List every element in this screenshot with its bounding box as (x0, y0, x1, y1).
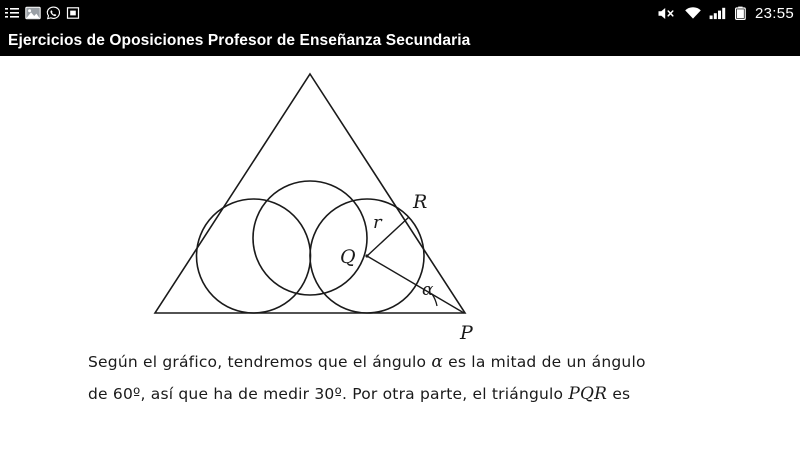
body-paragraph (88, 346, 728, 410)
label-Q: Q (340, 246, 356, 268)
body-line-2 (88, 378, 728, 410)
content-area[interactable] (0, 56, 800, 450)
volume-mute-icon (657, 6, 677, 21)
wifi-icon (684, 6, 702, 21)
image-icon (25, 6, 41, 20)
page-title: Ejercicios de Oposiciones Profesor de Enseñanza Secundaria (8, 32, 471, 49)
body-line1-math: α (431, 352, 444, 372)
body-line1-pre: Según el gráfico, tendremos que el ángulo (88, 353, 427, 371)
status-bar-clock: 23:55 (754, 4, 794, 22)
whatsapp-icon (46, 6, 61, 20)
body-line2-post: es (612, 385, 631, 403)
geometry-figure (0, 56, 800, 356)
point-q-dot (365, 254, 368, 257)
app-title-bar (0, 26, 800, 56)
sdcard-icon (66, 6, 80, 20)
label-alpha: α (422, 280, 434, 300)
label-r: r (373, 212, 382, 233)
body-line2-math: PQR (568, 384, 608, 404)
label-P: P (460, 322, 473, 344)
body-line-1 (88, 346, 728, 378)
body-line2-pre: de 60º, así que ha de medir 30º. Por otra parte, el triángulo (88, 385, 564, 403)
android-status-bar[interactable] (0, 0, 800, 26)
label-R: R (413, 191, 428, 213)
status-bar-system-icons (657, 5, 794, 22)
circle-top (253, 181, 367, 295)
notification-list-icon (4, 6, 20, 20)
battery-icon (734, 6, 747, 21)
circle-bottom-left (197, 199, 311, 313)
segment-qp (367, 256, 464, 313)
body-line1-post: es la mitad de un ángulo (448, 353, 646, 371)
signal-icon (709, 6, 727, 21)
status-bar-notification-icons (4, 6, 80, 20)
